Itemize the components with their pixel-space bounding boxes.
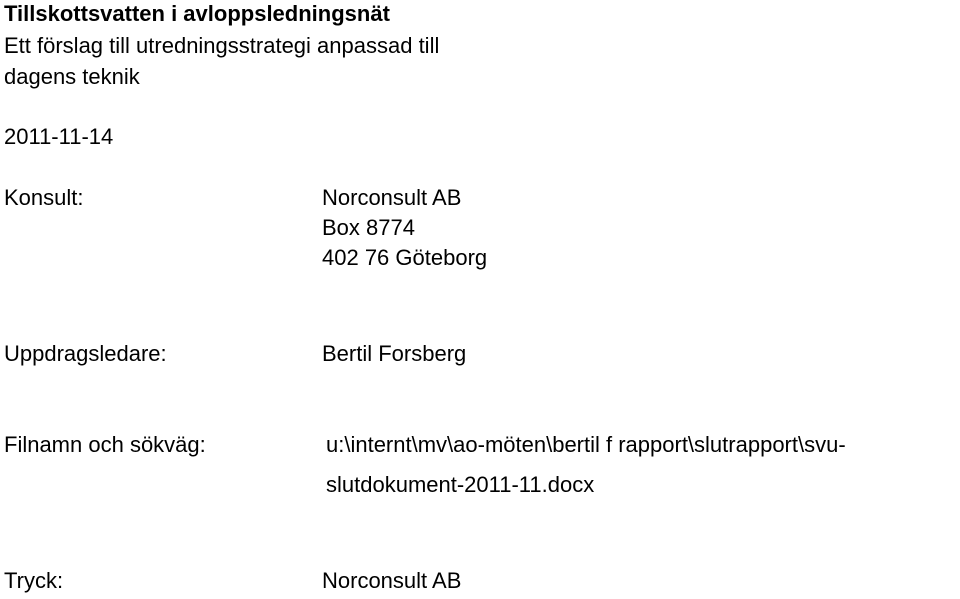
file-path-value [326,425,846,505]
file-path-line: u:\internt\mv\ao-möten\bertil f rapport\slutrapport\svu- [326,432,846,457]
print-label: Tryck: [4,568,64,593]
document-date: 2011-11-14 [4,124,114,149]
subtitle-line: dagens teknik [4,64,140,89]
document-title: Tillskottsvatten i avloppsledningsnät [4,1,390,26]
consultant-address [322,183,487,273]
project-manager-label: Uppdragsledare: [4,341,167,366]
consultant-company: Norconsult AB [322,185,462,210]
file-path-label: Filnamn och sökväg: [4,432,206,457]
subtitle-line: Ett förslag till utredningsstrategi anpassad till [4,33,440,58]
file-path-line: slutdokument-2011-11.docx [326,472,595,497]
project-manager-name: Bertil Forsberg [322,341,467,366]
document-subtitle [4,30,604,92]
consultant-city: 402 76 Göteborg [322,245,488,270]
consultant-box: Box 8774 [322,215,415,240]
consultant-label: Konsult: [4,185,84,210]
print-value: Norconsult AB [322,568,462,593]
